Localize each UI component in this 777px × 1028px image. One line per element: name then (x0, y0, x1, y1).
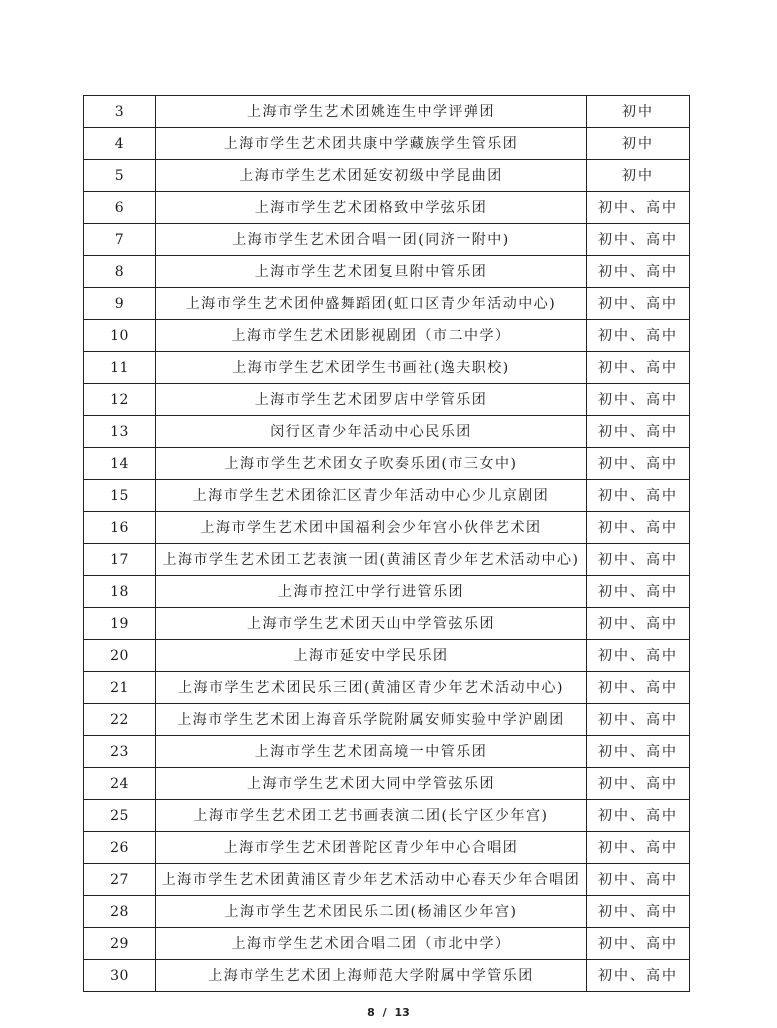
school-level-cell: 初中、高中 (587, 736, 690, 768)
troupe-name-cell: 上海市学生艺术团普陀区青少年中心合唱团 (156, 832, 587, 864)
school-level-cell: 初中、高中 (587, 576, 690, 608)
troupe-name-cell: 上海市学生艺术团合唱一团(同济一附中) (156, 224, 587, 256)
school-level-cell: 初中、高中 (587, 448, 690, 480)
school-level-cell: 初中、高中 (587, 224, 690, 256)
row-number-cell: 18 (84, 576, 156, 608)
table-row (84, 896, 690, 928)
row-number-cell: 13 (84, 416, 156, 448)
table-row (84, 192, 690, 224)
school-level-cell: 初中、高中 (587, 480, 690, 512)
table-row (84, 672, 690, 704)
table-row (84, 224, 690, 256)
school-level-cell: 初中、高中 (587, 512, 690, 544)
troupe-name-cell: 上海市学生艺术团上海音乐学院附属安师实验中学沪剧团 (156, 704, 587, 736)
row-number-cell: 22 (84, 704, 156, 736)
troupe-name-cell: 上海市延安中学民乐团 (156, 640, 587, 672)
row-number-cell: 5 (84, 160, 156, 192)
table-row (84, 768, 690, 800)
row-number-cell: 21 (84, 672, 156, 704)
troupe-name-cell: 上海市学生艺术团复旦附中管乐团 (156, 256, 587, 288)
row-number-cell: 20 (84, 640, 156, 672)
troupe-name-cell: 上海市学生艺术团徐汇区青少年活动中心少儿京剧团 (156, 480, 587, 512)
school-level-cell: 初中、高中 (587, 192, 690, 224)
page-separator: / (382, 1006, 387, 1019)
school-level-cell: 初中、高中 (587, 320, 690, 352)
row-number-cell: 17 (84, 544, 156, 576)
school-level-cell: 初中、高中 (587, 640, 690, 672)
table-row (84, 608, 690, 640)
troupe-name-cell: 闵行区青少年活动中心民乐团 (156, 416, 587, 448)
current-page-number: 8 (367, 1006, 375, 1019)
table-row (84, 320, 690, 352)
table-body (84, 96, 690, 992)
table-row (84, 416, 690, 448)
row-number-cell: 3 (84, 96, 156, 128)
troupe-name-cell: 上海市学生艺术团学生书画社(逸夫职校) (156, 352, 587, 384)
troupe-name-cell: 上海市学生艺术团影视剧团（市二中学） (156, 320, 587, 352)
art-troupe-table (83, 95, 690, 992)
school-level-cell: 初中、高中 (587, 608, 690, 640)
school-level-cell: 初中 (587, 128, 690, 160)
row-number-cell: 27 (84, 864, 156, 896)
school-level-cell: 初中、高中 (587, 672, 690, 704)
troupe-name-cell: 上海市学生艺术团罗店中学管乐团 (156, 384, 587, 416)
school-level-cell: 初中、高中 (587, 384, 690, 416)
troupe-name-cell: 上海市学生艺术团民乐三团(黄浦区青少年艺术活动中心) (156, 672, 587, 704)
school-level-cell: 初中、高中 (587, 288, 690, 320)
table-row (84, 512, 690, 544)
troupe-name-cell: 上海市学生艺术团工艺表演一团(黄浦区青少年艺术活动中心) (156, 544, 587, 576)
school-level-cell: 初中、高中 (587, 704, 690, 736)
troupe-name-cell: 上海市学生艺术团高境一中管乐团 (156, 736, 587, 768)
school-level-cell: 初中、高中 (587, 960, 690, 992)
total-pages-number: 13 (394, 1006, 410, 1019)
troupe-name-cell: 上海市学生艺术团上海师范大学附属中学管乐团 (156, 960, 587, 992)
table-row (84, 704, 690, 736)
troupe-name-cell: 上海市学生艺术团女子吹奏乐团(市三女中) (156, 448, 587, 480)
school-level-cell: 初中、高中 (587, 352, 690, 384)
row-number-cell: 8 (84, 256, 156, 288)
table-row (84, 928, 690, 960)
page-number (0, 1006, 777, 1019)
row-number-cell: 26 (84, 832, 156, 864)
troupe-name-cell: 上海市学生艺术团工艺书画表演二团(长宁区少年宫) (156, 800, 587, 832)
table-row (84, 160, 690, 192)
row-number-cell: 30 (84, 960, 156, 992)
troupe-name-cell: 上海市学生艺术团仲盛舞蹈团(虹口区青少年活动中心) (156, 288, 587, 320)
table-row (84, 448, 690, 480)
table-row (84, 480, 690, 512)
school-level-cell: 初中 (587, 96, 690, 128)
row-number-cell: 23 (84, 736, 156, 768)
table-row (84, 256, 690, 288)
school-level-cell: 初中、高中 (587, 800, 690, 832)
row-number-cell: 24 (84, 768, 156, 800)
row-number-cell: 14 (84, 448, 156, 480)
table-row (84, 384, 690, 416)
school-level-cell: 初中 (587, 160, 690, 192)
school-level-cell: 初中、高中 (587, 256, 690, 288)
troupe-name-cell: 上海市学生艺术团姚连生中学评弹团 (156, 96, 587, 128)
table-row (84, 736, 690, 768)
troupe-name-cell: 上海市学生艺术团黄浦区青少年艺术活动中心春天少年合唱团 (156, 864, 587, 896)
table-row (84, 640, 690, 672)
school-level-cell: 初中、高中 (587, 416, 690, 448)
troupe-name-cell: 上海市学生艺术团中国福利会少年宫小伙伴艺术团 (156, 512, 587, 544)
troupe-name-cell: 上海市学生艺术团共康中学藏族学生管乐团 (156, 128, 587, 160)
troupe-name-cell: 上海市学生艺术团大同中学管弦乐团 (156, 768, 587, 800)
row-number-cell: 9 (84, 288, 156, 320)
school-level-cell: 初中、高中 (587, 768, 690, 800)
row-number-cell: 12 (84, 384, 156, 416)
row-number-cell: 29 (84, 928, 156, 960)
row-number-cell: 16 (84, 512, 156, 544)
troupe-name-cell: 上海市控江中学行进管乐团 (156, 576, 587, 608)
row-number-cell: 6 (84, 192, 156, 224)
row-number-cell: 10 (84, 320, 156, 352)
table-row (84, 960, 690, 992)
row-number-cell: 7 (84, 224, 156, 256)
table-row (84, 544, 690, 576)
school-level-cell: 初中、高中 (587, 896, 690, 928)
table-row (84, 352, 690, 384)
row-number-cell: 25 (84, 800, 156, 832)
school-level-cell: 初中、高中 (587, 832, 690, 864)
table-row (84, 288, 690, 320)
table-row (84, 864, 690, 896)
troupe-name-cell: 上海市学生艺术团合唱二团（市北中学） (156, 928, 587, 960)
school-level-cell: 初中、高中 (587, 544, 690, 576)
table-row (84, 96, 690, 128)
troupe-name-cell: 上海市学生艺术团天山中学管弦乐团 (156, 608, 587, 640)
table-row (84, 128, 690, 160)
row-number-cell: 4 (84, 128, 156, 160)
school-level-cell: 初中、高中 (587, 928, 690, 960)
table-row (84, 576, 690, 608)
row-number-cell: 19 (84, 608, 156, 640)
roster-table-container (83, 95, 689, 992)
troupe-name-cell: 上海市学生艺术团格致中学弦乐团 (156, 192, 587, 224)
school-level-cell: 初中、高中 (587, 864, 690, 896)
row-number-cell: 28 (84, 896, 156, 928)
troupe-name-cell: 上海市学生艺术团延安初级中学昆曲团 (156, 160, 587, 192)
table-row (84, 800, 690, 832)
row-number-cell: 15 (84, 480, 156, 512)
troupe-name-cell: 上海市学生艺术团民乐二团(杨浦区少年宫) (156, 896, 587, 928)
row-number-cell: 11 (84, 352, 156, 384)
table-row (84, 832, 690, 864)
